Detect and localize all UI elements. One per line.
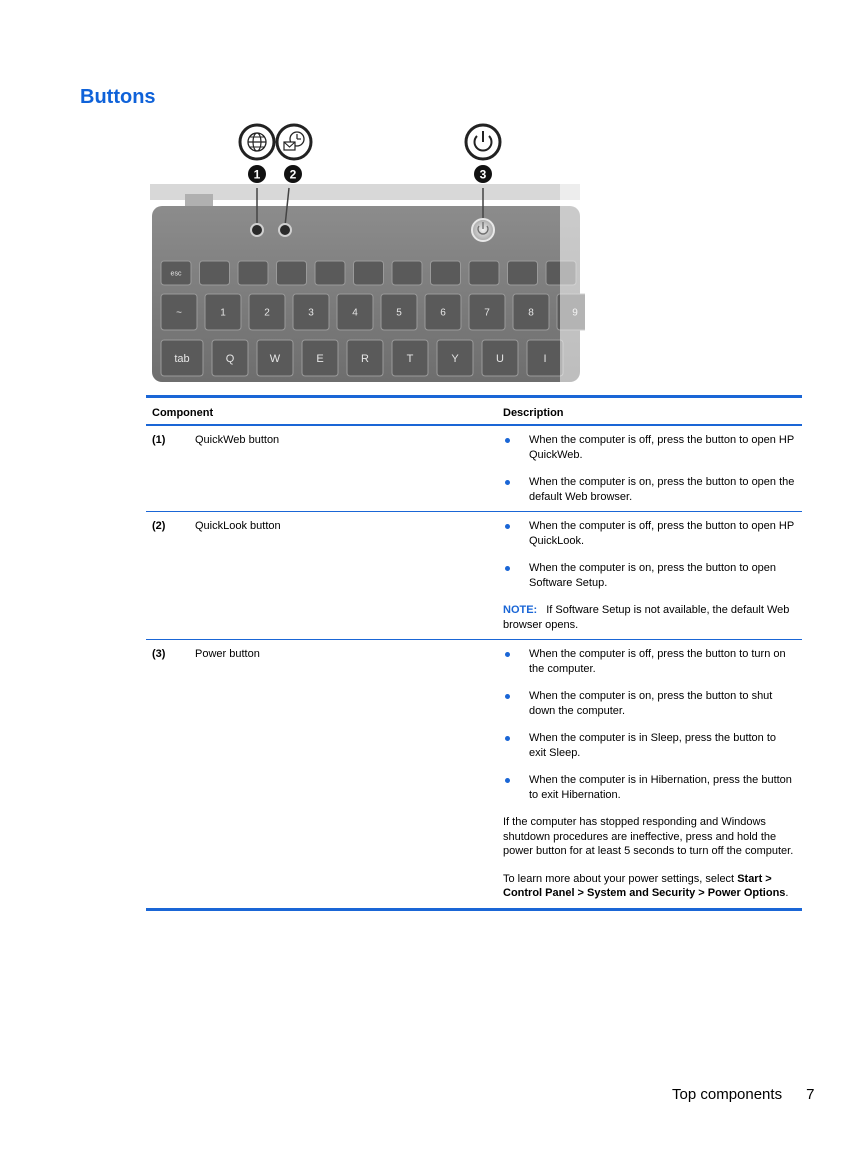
bullet-dot: [505, 652, 510, 657]
bullet-item: When the computer is off, press the button to open HP QuickLook.: [503, 519, 795, 548]
laptop-illustration: [145, 118, 585, 388]
bullet-dot: [505, 566, 510, 571]
bullet-dot: [505, 778, 510, 783]
key-label: esc: [170, 270, 182, 278]
key-label: W: [269, 352, 281, 365]
globe-icon: [240, 125, 274, 159]
component-name: Power button: [195, 648, 260, 660]
key-label: tab: [174, 352, 190, 365]
key-label: U: [496, 352, 504, 365]
component-description: [503, 640, 795, 908]
svg-text:2: 2: [289, 167, 297, 182]
page-heading: Buttons: [80, 86, 156, 108]
laptop-buttons-figure: [145, 118, 585, 388]
page-footer: [672, 1086, 814, 1103]
bullet-item: When the computer is off, press the button to turn on the computer.: [503, 647, 795, 676]
key-label: Q: [225, 352, 235, 365]
table-header: [146, 398, 802, 426]
callout-badge-3: [474, 165, 492, 183]
bullet-dot: [505, 438, 510, 443]
component-number: (3): [152, 648, 166, 660]
note: [503, 603, 795, 632]
power-icon: [466, 125, 500, 159]
header-component: Component: [152, 407, 214, 419]
bullet-item: When the computer is on, press the button to open Software Setup.: [503, 561, 795, 590]
bullet-item: When the computer is in Sleep, press the button to exit Sleep.: [503, 731, 795, 760]
menu-path: Start > Control Panel > System and Security > Power Options: [503, 872, 786, 899]
key-label: T: [406, 352, 414, 365]
key-label: 3: [308, 307, 314, 319]
component-name: QuickLook button: [195, 520, 281, 532]
bullet-dot: [505, 524, 510, 529]
callout-badge-1: [248, 165, 266, 183]
bullet-item: When the computer is on, press the button to shut down the computer.: [503, 689, 795, 718]
component-number: (2): [152, 520, 166, 532]
keyboard-key: [431, 261, 461, 285]
quicklook-button: [279, 224, 291, 236]
components-table: [146, 395, 802, 911]
footer-section-title: Top components: [672, 1086, 783, 1103]
svg-text:3: 3: [479, 167, 487, 182]
page-number: 7: [806, 1086, 815, 1103]
table-row: [146, 426, 802, 512]
keyboard-key: [238, 261, 268, 285]
bullet-item: When the computer is off, press the button to open HP QuickWeb.: [503, 433, 795, 462]
component-description: [503, 426, 795, 511]
key-label: 2: [264, 307, 270, 319]
bullet-dot: [505, 736, 510, 741]
display-hinge: [150, 184, 580, 200]
key-label: R: [361, 352, 369, 365]
quickweb-button: [251, 224, 263, 236]
bullet-dot: [505, 480, 510, 485]
key-label: I: [543, 352, 547, 365]
key-label: 5: [396, 307, 402, 319]
keyboard-key: [392, 261, 422, 285]
keyboard-key: [277, 261, 307, 285]
note-label: NOTE:: [503, 604, 538, 616]
key-label: 1: [220, 307, 226, 319]
bullet-dot: [505, 694, 510, 699]
callout-badge-2: [284, 165, 302, 183]
key-label: 8: [528, 307, 534, 319]
keyboard-key: [508, 261, 538, 285]
bullet-item: When the computer is in Hibernation, press the button to exit Hibernation.: [503, 773, 795, 802]
power-settings-paragraph: To learn more about your power settings, select Start > Control Panel > System and Security > Power Options.: [503, 872, 789, 899]
svg-text:1: 1: [253, 167, 261, 182]
note-text: If Software Setup is not available, the default Web browser opens.: [503, 604, 790, 631]
key-label: 7: [484, 307, 490, 319]
key-label: 6: [440, 307, 446, 319]
keyboard-key: [200, 261, 230, 285]
key-label: ~: [176, 307, 182, 319]
quicklook-icon: [277, 125, 311, 159]
keyboard-key: [315, 261, 345, 285]
header-description: Description: [503, 407, 564, 419]
table-row: [146, 640, 802, 908]
component-description: [503, 512, 795, 639]
keyboard-key: [354, 261, 384, 285]
power-paragraph: If the computer has stopped responding and Windows shutdown procedures are ineffective, press and hold the power button for at least 5 seconds to turn off the computer.: [503, 816, 794, 857]
key-label: E: [316, 352, 324, 365]
component-name: QuickWeb button: [195, 434, 280, 446]
component-number: (1): [152, 434, 166, 446]
bullet-item: When the computer is on, press the button to open the default Web browser.: [503, 475, 795, 504]
key-label: 4: [352, 307, 358, 319]
keyboard-key: [469, 261, 499, 285]
table-row: [146, 512, 802, 640]
key-label: Y: [451, 352, 459, 365]
